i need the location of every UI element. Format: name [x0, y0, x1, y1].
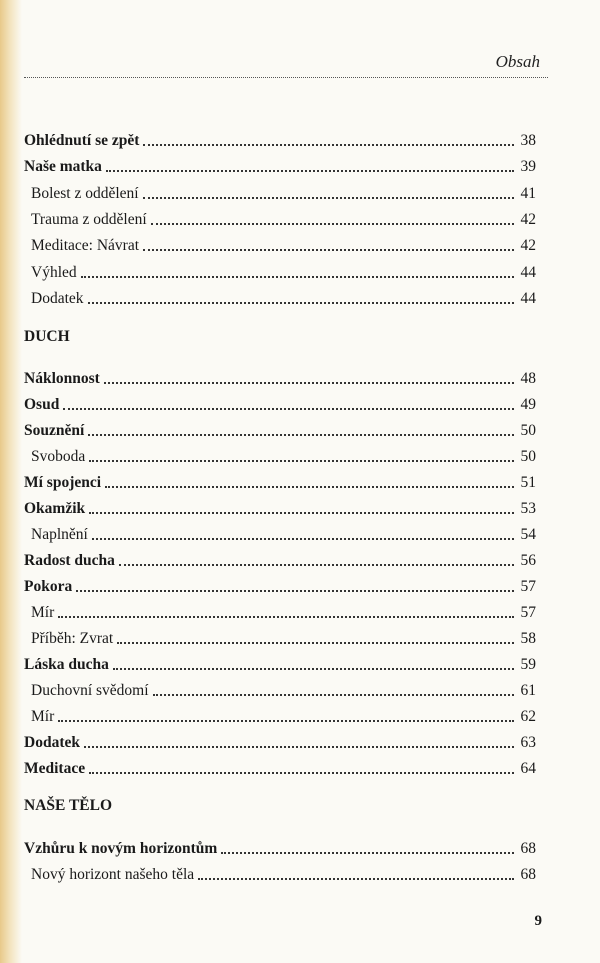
dot-leader — [84, 745, 514, 748]
toc-entry-title: Svoboda — [31, 448, 86, 465]
toc-entry — [24, 600, 536, 622]
toc-entry-title: Výhled — [31, 264, 77, 281]
dot-leader — [58, 719, 514, 722]
toc-entry — [24, 496, 536, 518]
toc-entry-page: 53 — [520, 500, 536, 517]
toc-entry — [24, 756, 536, 778]
toc-entry-title: Naplnění — [31, 526, 88, 543]
dot-leader — [153, 693, 514, 696]
dot-leader — [198, 877, 514, 880]
toc-entry-page: 39 — [520, 158, 536, 175]
toc-entry — [24, 836, 536, 858]
toc-entry-title: Nový horizont našeho těla — [31, 866, 195, 883]
toc-entry-title: Mír — [31, 604, 55, 621]
toc-entry-page: 61 — [520, 682, 536, 699]
toc-entry — [24, 181, 536, 203]
toc-entry — [24, 626, 536, 648]
dot-leader — [113, 667, 514, 670]
toc-entry-page: 44 — [520, 290, 536, 307]
toc-entry — [24, 704, 536, 726]
header-rule — [24, 77, 548, 78]
toc-entry-page: 42 — [520, 237, 536, 254]
dot-leader — [143, 196, 514, 199]
dot-leader — [119, 563, 514, 566]
dot-leader — [221, 851, 514, 854]
toc-entry-page: 57 — [520, 604, 536, 621]
dot-leader — [81, 275, 514, 278]
toc-entry-title: Naše matka — [24, 158, 102, 175]
section-heading-duch: DUCH — [24, 328, 70, 345]
toc-entry-title: Duchovní svědomí — [31, 682, 149, 699]
toc-entry-title: Radost ducha — [24, 552, 115, 569]
toc-entry-page: 44 — [520, 264, 536, 281]
section-heading-nase-telo: NAŠE TĚLO — [24, 797, 113, 814]
toc-entry-title: Mí spojenci — [24, 474, 102, 491]
toc-entry-title: Meditace — [24, 760, 86, 777]
running-head: Obsah — [495, 52, 540, 71]
toc-entry-title: Příběh: Zvrat — [31, 630, 114, 647]
toc-entry — [24, 522, 536, 544]
toc-entry-page: 48 — [520, 370, 536, 387]
toc-entry-title: Láska ducha — [24, 656, 109, 673]
toc-entry-title: Vzhůru k novým horizontům — [24, 840, 218, 857]
toc-entry-page: 59 — [520, 656, 536, 673]
page-number: 9 — [534, 913, 542, 929]
toc-entry-title: Okamžik — [24, 500, 86, 517]
toc-entry — [24, 652, 536, 674]
toc-entry-page: 49 — [520, 396, 536, 413]
dot-leader — [89, 771, 514, 774]
dot-leader — [104, 381, 514, 384]
toc-entry-title: Trauma z oddělení — [31, 211, 147, 228]
page-edge-shading — [0, 0, 22, 963]
toc-entry-title: Bolest z oddělení — [31, 185, 139, 202]
toc-entry — [24, 233, 536, 255]
toc-entry — [24, 128, 536, 150]
dot-leader — [106, 169, 514, 172]
toc-entry — [24, 548, 536, 570]
dot-leader — [88, 433, 514, 436]
toc-entry-title: Náklonnost — [24, 370, 100, 387]
toc-entry-title: Meditace: Návrat — [31, 237, 140, 254]
toc-entry-page: 68 — [520, 840, 536, 857]
dot-leader — [143, 143, 514, 146]
toc-entry — [24, 444, 536, 466]
toc-entry-page: 42 — [520, 211, 536, 228]
dot-leader — [58, 615, 514, 618]
toc-entry-page: 57 — [520, 578, 536, 595]
toc-entry — [24, 366, 536, 388]
toc-entry-title: Mír — [31, 708, 55, 725]
toc-entry-page: 63 — [520, 734, 536, 751]
dot-leader — [89, 511, 514, 514]
toc-entry-title: Ohlédnutí se zpět — [24, 132, 140, 149]
toc-entry — [24, 286, 536, 308]
dot-leader — [89, 459, 514, 462]
toc-entry-page: 50 — [520, 448, 536, 465]
toc-entry-page: 58 — [520, 630, 536, 647]
toc-entry — [24, 207, 536, 229]
toc-entry — [24, 730, 536, 752]
dot-leader — [63, 407, 514, 410]
dot-leader — [117, 641, 514, 644]
toc-entry-page: 56 — [520, 552, 536, 569]
toc-entry — [24, 392, 536, 414]
dot-leader — [143, 248, 514, 251]
toc-entry — [24, 470, 536, 492]
toc-entry-title: Dodatek — [24, 734, 80, 751]
toc-entry-title: Dodatek — [31, 290, 84, 307]
toc-entry — [24, 574, 536, 596]
toc-entry-page: 38 — [520, 132, 536, 149]
dot-leader — [76, 589, 514, 592]
toc-entry-title: Osud — [24, 396, 60, 413]
toc-entry-title: Souznění — [24, 422, 85, 439]
toc-entry-page: 64 — [520, 760, 536, 777]
toc-entry-page: 68 — [520, 866, 536, 883]
toc-entry-title: Pokora — [24, 578, 73, 595]
toc-entry-page: 62 — [520, 708, 536, 725]
toc-entry — [24, 862, 536, 884]
toc-entry — [24, 678, 536, 700]
toc-entry-page: 54 — [520, 526, 536, 543]
dot-leader — [92, 537, 514, 540]
toc-entry-page: 41 — [520, 185, 536, 202]
dot-leader — [105, 485, 514, 488]
dot-leader — [88, 301, 514, 304]
toc-entry — [24, 154, 536, 176]
dot-leader — [151, 222, 514, 225]
toc-entry — [24, 260, 536, 282]
toc-entry-page: 50 — [520, 422, 536, 439]
toc-entry — [24, 418, 536, 440]
toc-entry-page: 51 — [520, 474, 536, 491]
